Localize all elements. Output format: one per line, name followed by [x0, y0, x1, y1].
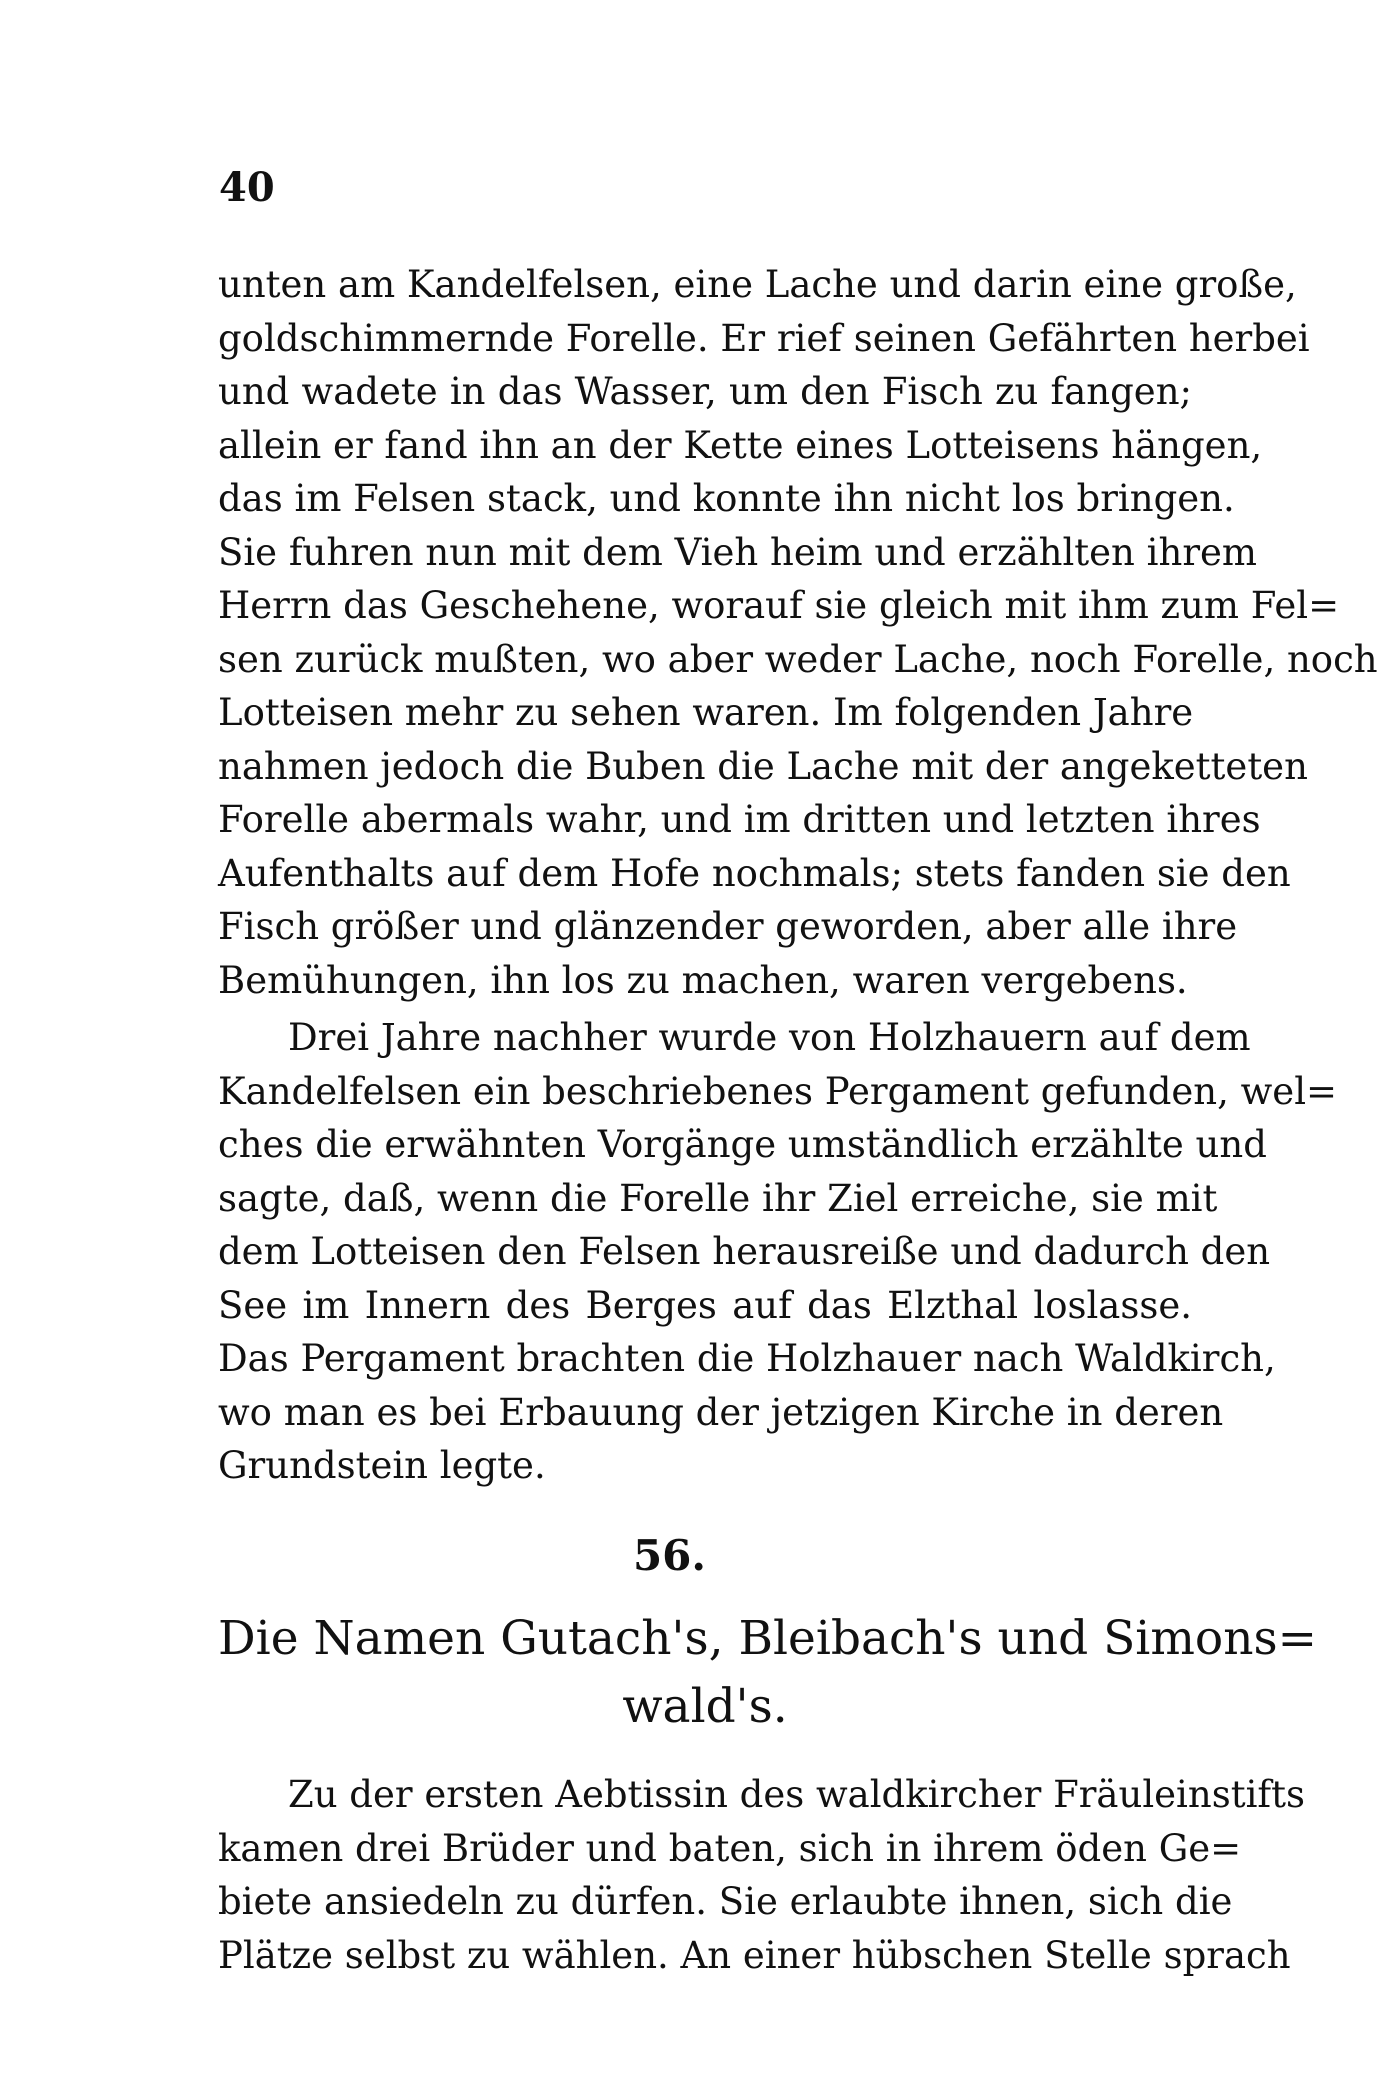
text-line: Zu der ersten Aebtissin des waldkircher Fräuleinstifts — [288, 1773, 1305, 1816]
text-line: allein er fand ihn an der Kette eines Lotteisens hängen, — [218, 423, 1263, 467]
text-line: See im Innern des Berges auf das Elzthal loslasse. — [218, 1283, 1192, 1327]
text-line: dem Lotteisen den Felsen herausreiße und dadurch den — [218, 1230, 1271, 1273]
page-number: 40 — [219, 164, 275, 211]
paragraph-pergament — [218, 1011, 1338, 1493]
text-line: biete ansiedeln zu dürfen. Sie erlaubte ihnen, sich die — [218, 1880, 1233, 1923]
text-line: Drei Jahre nachher wurde von Holzhauern auf dem — [288, 1016, 1251, 1059]
text-line: Das Pergament brachten die Holzhauer nach Waldkirch, — [218, 1337, 1276, 1380]
text-line: Fisch größer und glänzender geworden, aber alle ihre — [218, 905, 1238, 948]
section-title-line: wald's. — [622, 1679, 788, 1734]
text-line: Forelle abermals wahr, und im dritten und letzten ihres — [218, 798, 1261, 841]
section-title — [218, 1605, 1317, 1741]
text-line: Plätze selbst zu wählen. An einer hübschen Stelle sprach — [218, 1933, 1291, 1977]
paragraph-aebtissin — [218, 1768, 1305, 1982]
text-line: Kandelfelsen ein beschriebenes Pergament gefunden, wel= — [218, 1069, 1338, 1113]
text-line: Bemühungen, ihn los zu machen, waren vergebens. — [218, 958, 1188, 1002]
text-line: Grundstein legte. — [218, 1444, 546, 1487]
text-line: wo man es bei Erbauung der jetzigen Kirche in deren — [218, 1390, 1224, 1434]
text-line: nahmen jedoch die Buben die Lache mit der angeketteten — [218, 744, 1308, 788]
text-line: Lotteisen mehr zu sehen waren. Im folgenden Jahre — [218, 691, 1194, 734]
section-title-line: Die Namen Gutach's, Bleibach's und Simons= — [218, 1611, 1317, 1666]
text-line: das im Felsen stack, und konnte ihn nicht los bringen. — [218, 477, 1235, 520]
text-line: sen zurück mußten, wo aber weder Lache, noch Forelle, noch — [218, 637, 1378, 681]
text-line: Herrn das Geschehene, worauf sie gleich mit ihm zum Fel= — [218, 584, 1340, 627]
text-line: unten am Kandelfelsen, eine Lache und darin eine große, — [218, 263, 1297, 306]
paragraph-forelle-legend — [218, 258, 1378, 1007]
text-line: goldschimmernde Forelle. Er rief seinen Gefährten herbei — [218, 316, 1310, 360]
section-number: 56. — [632, 1531, 707, 1580]
text-line: kamen drei Brüder und baten, sich in ihrem öden Ge= — [218, 1826, 1242, 1870]
text-line: Aufenthalts auf dem Hofe nochmals; stets fanden sie den — [218, 851, 1291, 895]
text-line: sagte, daß, wenn die Forelle ihr Ziel erreiche, sie mit — [218, 1176, 1218, 1220]
text-line: und wadete in das Wasser, um den Fisch zu fangen; — [218, 370, 1192, 413]
text-line: Sie fuhren nun mit dem Vieh heim und erzählten ihrem — [218, 530, 1257, 574]
text-line: ches die erwähnten Vorgänge umständlich erzählte und — [218, 1123, 1267, 1166]
